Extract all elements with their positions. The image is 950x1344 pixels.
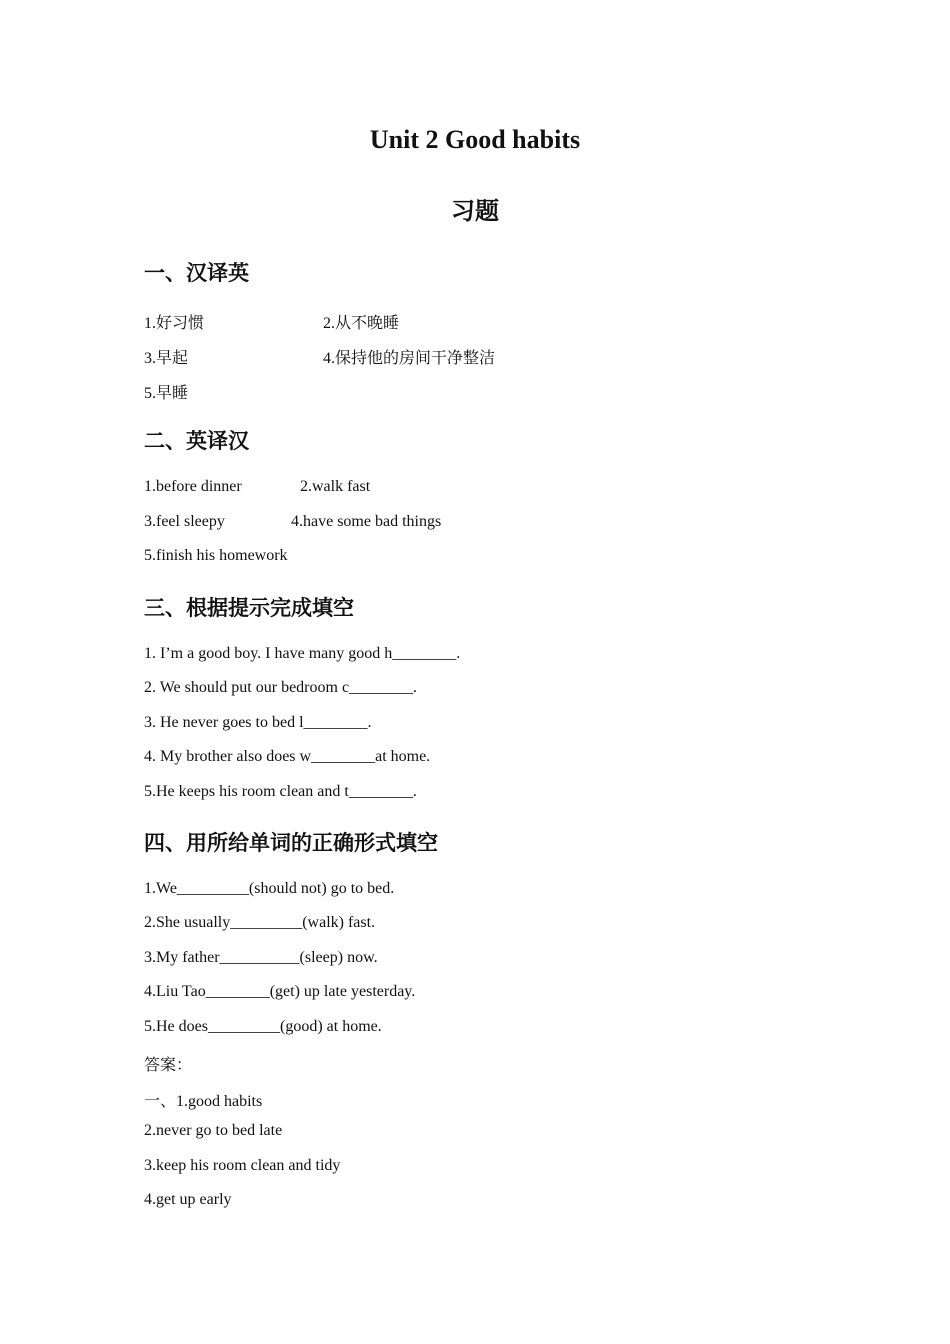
section-4-item-2: 2.She usually_________(walk) fast. — [144, 914, 376, 931]
section-3-item-4: 4. My brother also does w________at home. — [144, 748, 431, 765]
section-3-item-2: 2. We should put our bedroom c________. — [144, 679, 418, 696]
answer-item-2: 2.never go to bed late — [144, 1122, 283, 1139]
page-title: Unit 2 Good habits — [369, 125, 581, 154]
section-4-item-4: 4.Liu Tao________(get) up late yesterday. — [144, 983, 416, 1000]
section-2-heading: 二、英译汉 — [144, 429, 249, 453]
section-1-item-1: 1.好习惯 — [144, 315, 205, 332]
section-1-item-4: 4.保持他的房间干净整洁 — [323, 350, 496, 367]
section-3-heading: 三、根据提示完成填空 — [144, 596, 354, 620]
section-4-item-3: 3.My father__________(sleep) now. — [144, 949, 378, 966]
answer-item-4: 4.get up early — [144, 1191, 232, 1208]
page-subtitle: 习题 — [451, 197, 499, 225]
section-1-item-3: 3.早起 — [144, 350, 189, 367]
section-1-item-2: 2.从不晚睡 — [323, 315, 400, 332]
section-3-item-3: 3. He never goes to bed l________. — [144, 714, 372, 731]
section-4-item-1: 1.We_________(should not) go to bed. — [144, 880, 395, 897]
section-3-item-1: 1. I’m a good boy. I have many good h________. — [144, 645, 461, 662]
answer-item-3: 3.keep his room clean and tidy — [144, 1157, 341, 1174]
section-4-heading: 四、用所给单词的正确形式填空 — [144, 831, 438, 855]
section-3-item-5: 5.He keeps his room clean and t________. — [144, 783, 417, 800]
section-1-heading: 一、汉译英 — [144, 261, 249, 285]
section-4-item-5: 5.He does_________(good) at home. — [144, 1018, 382, 1035]
section-2-item-3: 3.feel sleepy — [144, 513, 225, 530]
answer-item-1: 一、1.good habits — [144, 1093, 263, 1110]
answers-label: 答案： — [144, 1057, 193, 1074]
section-2-item-4: 4.have some bad things — [291, 513, 442, 530]
section-2-item-1: 1.before dinner — [144, 478, 242, 495]
section-2-item-2: 2.walk fast — [300, 478, 371, 495]
section-1-item-5: 5.早睡 — [144, 385, 189, 402]
section-2-item-5: 5.finish his homework — [144, 547, 288, 564]
